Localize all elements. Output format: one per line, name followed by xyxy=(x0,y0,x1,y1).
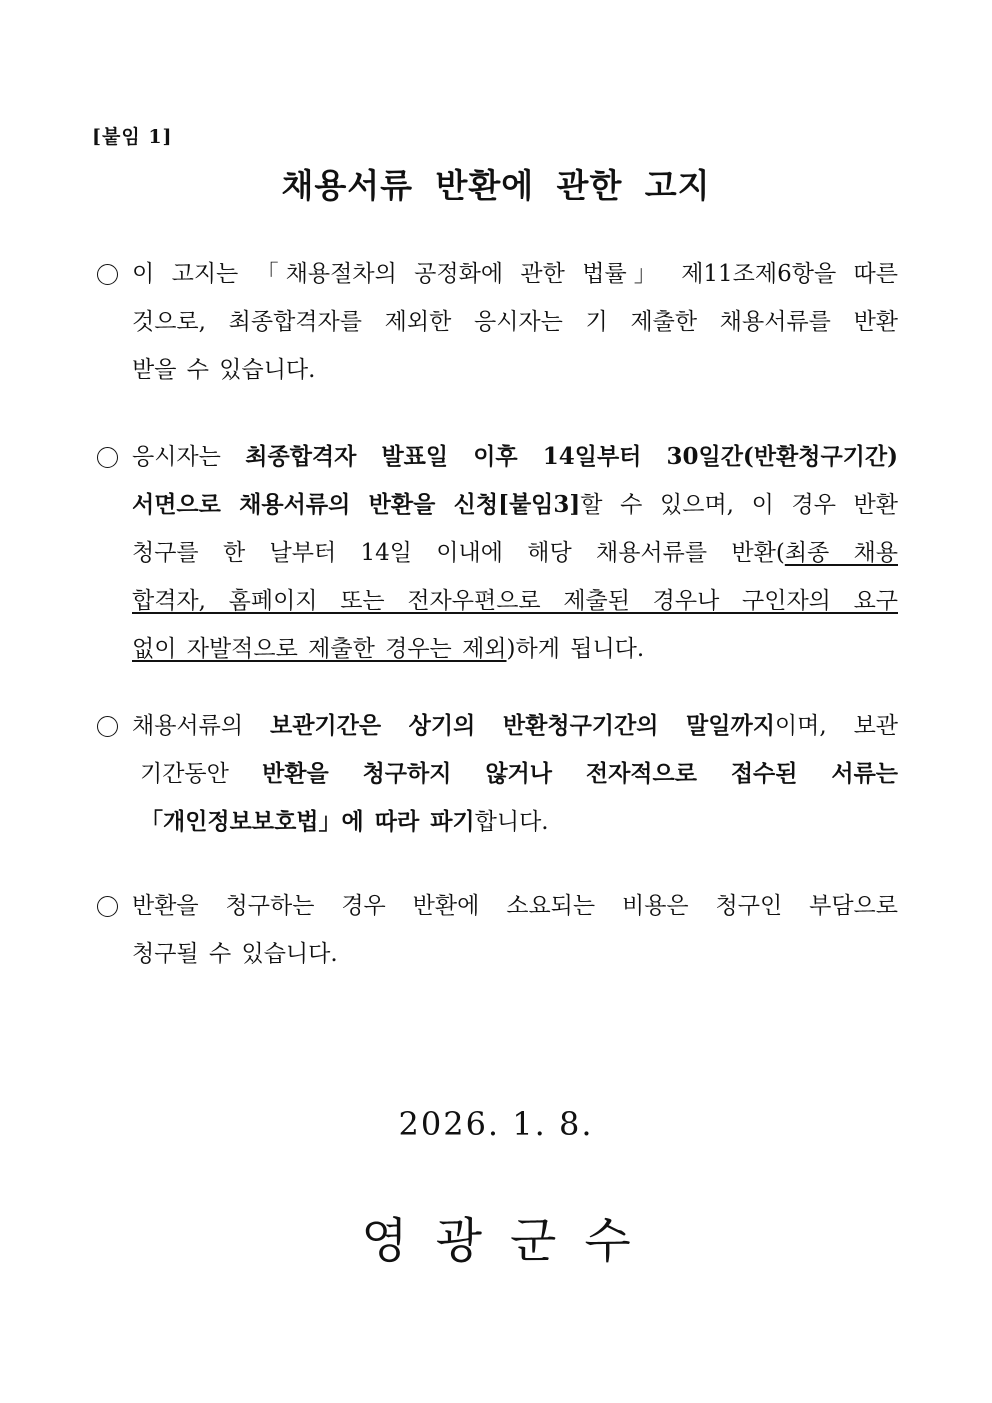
page-title: 채용서류 반환에 관한 고지 xyxy=(281,166,711,205)
item3-bold-retention: 보관기간은 상기의 반환청구기간의 말일까지 xyxy=(270,712,775,739)
notice-item-2 xyxy=(92,433,898,673)
item2-text: 할 수 있으며, 이 경우 반환 xyxy=(580,492,898,518)
issue-date: 2026. 1. 8. xyxy=(398,1105,594,1143)
notice-item-1 xyxy=(92,250,898,394)
item2-text: 청구를 한 날부터 14일 이내에 해당 채용서류를 반환( xyxy=(132,540,785,566)
circle-bullet-icon xyxy=(92,882,122,930)
item1-line3: 받을 수 있습니다. xyxy=(132,357,316,383)
item4-line1: 반환을 청구하는 경우 반환에 소요되는 비용은 청구인 부담으로 xyxy=(132,893,898,919)
item2-text: )하게 됩니다. xyxy=(506,636,645,662)
item2-bold-request: 서면으로 채용서류의 반환을 신청[붙임3] xyxy=(132,491,581,518)
item2-text: 응시자는 xyxy=(132,444,246,470)
issuer-name: 영광군수 xyxy=(361,1213,659,1269)
attachment-label: [붙임 1] xyxy=(92,126,173,148)
circle-bullet-icon xyxy=(92,702,122,750)
item2-line2 xyxy=(132,481,898,529)
item3-text: 합니다. xyxy=(474,809,549,835)
notice-item-3 xyxy=(92,702,898,846)
item3-text: 이며, 보관 xyxy=(774,713,899,739)
item3-text: 기간동안 xyxy=(140,761,263,787)
item2-line3 xyxy=(132,529,898,577)
item2-line1 xyxy=(132,433,898,481)
circle-bullet-icon xyxy=(92,433,122,481)
item2-underlined-text: 없이 자발적으로 제출한 경우는 제외 xyxy=(132,636,507,662)
item2-line5 xyxy=(132,625,898,673)
item2-underlined-text: 합격자, 홈페이지 또는 전자우편으로 제출된 경우나 구인자의 요구 xyxy=(132,588,898,614)
item3-line2 xyxy=(132,750,898,798)
item3-line3 xyxy=(132,798,898,846)
notice-item-4 xyxy=(92,882,898,978)
item3-bold-condition: 반환을 청구하지 않거나 전자적으로 접수된 서류는 xyxy=(262,760,899,787)
item1-line1: 이 고지는 「채용절차의 공정화에 관한 법률」 제11조제6항을 따른 xyxy=(132,261,898,287)
item2-line4 xyxy=(132,577,898,625)
circle-bullet-icon xyxy=(92,250,122,298)
item3-bold-destroy: 「개인정보보호법」에 따라 파기 xyxy=(140,808,475,835)
item1-line2: 것으로, 최종합격자를 제외한 응시자는 기 제출한 채용서류를 반환 xyxy=(132,309,898,335)
item2-underlined-text: 최종 채용 xyxy=(784,540,898,566)
item3-text: 채용서류의 xyxy=(132,713,270,739)
item4-line2: 청구될 수 있습니다. xyxy=(132,941,338,967)
item3-line1 xyxy=(132,702,898,750)
item2-bold-period: 최종합격자 발표일 이후 14일부터 30일간(반환청구기간) xyxy=(245,443,899,470)
